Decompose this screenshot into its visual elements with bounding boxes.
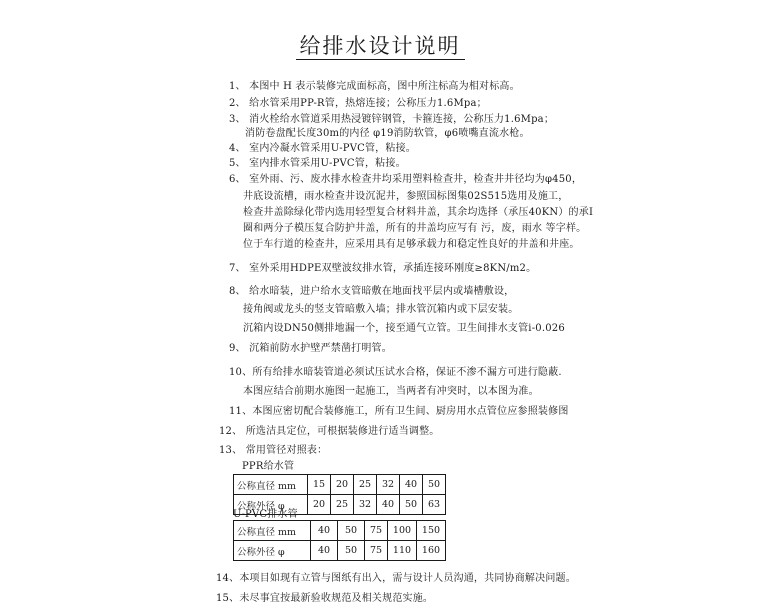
table-cell: 50 xyxy=(423,475,446,495)
table-row xyxy=(234,541,446,561)
table-cell: 15 xyxy=(308,475,331,495)
upvc-table-caption: U-PVC排水管 xyxy=(233,509,298,520)
table-cell: 50 xyxy=(338,541,365,561)
note-6-line4: 圈和两分子模压复合防护井盖，所有的井盖均应写有 污，废，雨水 等字样。 xyxy=(243,223,587,234)
note-8-line3: 沉箱内设DN50侧排地漏一个，接至通气立管。卫生间排水支管i-0.026 xyxy=(243,323,565,334)
table-cell-label: 公称直径 mm xyxy=(234,475,308,495)
note-4: 4、 室内冷凝水管采用U-PVC管，粘接。 xyxy=(229,143,416,154)
table-cell: 25 xyxy=(354,475,377,495)
table-cell: 40 xyxy=(311,521,338,541)
table-cell: 40 xyxy=(400,475,423,495)
note-6-line2: 井底设流槽，雨水检查井设沉泥井，参照国标图集02S515选用及施工， xyxy=(243,191,569,202)
table-cell: 20 xyxy=(308,495,331,515)
upvc-pipe-table xyxy=(233,520,446,561)
table-cell: 40 xyxy=(311,541,338,561)
table-cell: 75 xyxy=(365,541,388,561)
table-cell-label: 公称直径 mm xyxy=(234,521,311,541)
table-cell: 150 xyxy=(417,521,446,541)
table-cell: 32 xyxy=(354,495,377,515)
table-cell: 20 xyxy=(331,475,354,495)
note-6: 6、 室外雨、污、废水排水检查井均采用塑料检查井，检查井井径均为φ450， xyxy=(229,174,583,185)
note-11: 11、本图应密切配合装修施工，所有卫生间、厨房用水点管位应参照装修图 xyxy=(229,406,569,417)
table-cell: 32 xyxy=(377,475,400,495)
note-8: 8、 给水暗装，进户给水支管暗敷在地面找平层内或墙槽敷设， xyxy=(229,286,515,297)
note-15: 15、未尽事宜按最新验收规范及相关规范实施。 xyxy=(216,593,434,604)
note-6-line5: 位于车行道的检查井，应采用具有足够承载力和稳定性良好的井盖和井座。 xyxy=(243,239,580,250)
table-row xyxy=(234,475,446,495)
note-6-line3: 检查井盖除绿化带内选用轻型复合材料井盖，其余均选择（承压40KN）的承I xyxy=(243,207,594,218)
note-14: 14、本项目如现有立管与图纸有出入，需与设计人员沟通，共同协商解决问题。 xyxy=(216,573,576,584)
table-cell: 100 xyxy=(388,521,417,541)
note-9: 9、 沉箱前防水护壁严禁凿打明管。 xyxy=(229,343,392,354)
note-10: 10、所有给排水暗装管道必须试压试水合格，保证不渗不漏方可进行隐蔽. xyxy=(229,367,562,378)
table-cell-label: 公称外径 φ xyxy=(234,541,311,561)
table-cell-label: 公称外径 φ xyxy=(234,495,308,515)
note-3-cont: 消防卷盘配长度30m的内径 φ19消防软管，φ6喷嘴直流水枪。 xyxy=(245,128,530,139)
table-cell: 40 xyxy=(377,495,400,515)
table-cell: 75 xyxy=(365,521,388,541)
note-2: 2、 给水管采用PP-R管，热熔连接；公称压力1.6Mpa； xyxy=(229,98,487,109)
ppr-table-caption: PPR给水管 xyxy=(242,461,295,472)
table-cell: 25 xyxy=(331,495,354,515)
table-row xyxy=(234,521,446,541)
table-cell: 50 xyxy=(338,521,365,541)
page-title: 给排水设计说明 xyxy=(0,30,760,60)
note-8-line2: 接角阀或龙头的竖支管暗敷入墙；排水管沉箱内或下层安装。 xyxy=(243,304,519,315)
note-7: 7、 室外采用HDPE双壁波纹排水管，承插连接环刚度≥8KN/m2。 xyxy=(229,263,537,274)
note-13: 13、 常用管径对照表： xyxy=(219,445,328,456)
table-cell: 50 xyxy=(400,495,423,515)
note-3: 3、 消火栓给水管道采用热浸镀锌钢管，卡箍连接，公称压力1.6Mpa； xyxy=(229,114,555,125)
table-cell: 63 xyxy=(423,495,446,515)
note-12: 12、 所选洁具定位，可根据装修进行适当调整。 xyxy=(219,426,440,437)
table-cell: 110 xyxy=(388,541,417,561)
note-10-line2: 本图应结合前期水施图一起施工，当两者有冲突时，以本图为准。 xyxy=(243,386,539,397)
table-cell: 160 xyxy=(417,541,446,561)
note-1: 1、 本图中 H 表示装修完成面标高，图中所注标高为相对标高。 xyxy=(229,81,520,92)
note-5: 5、 室内排水管采用U-PVC管，粘接。 xyxy=(229,158,406,169)
